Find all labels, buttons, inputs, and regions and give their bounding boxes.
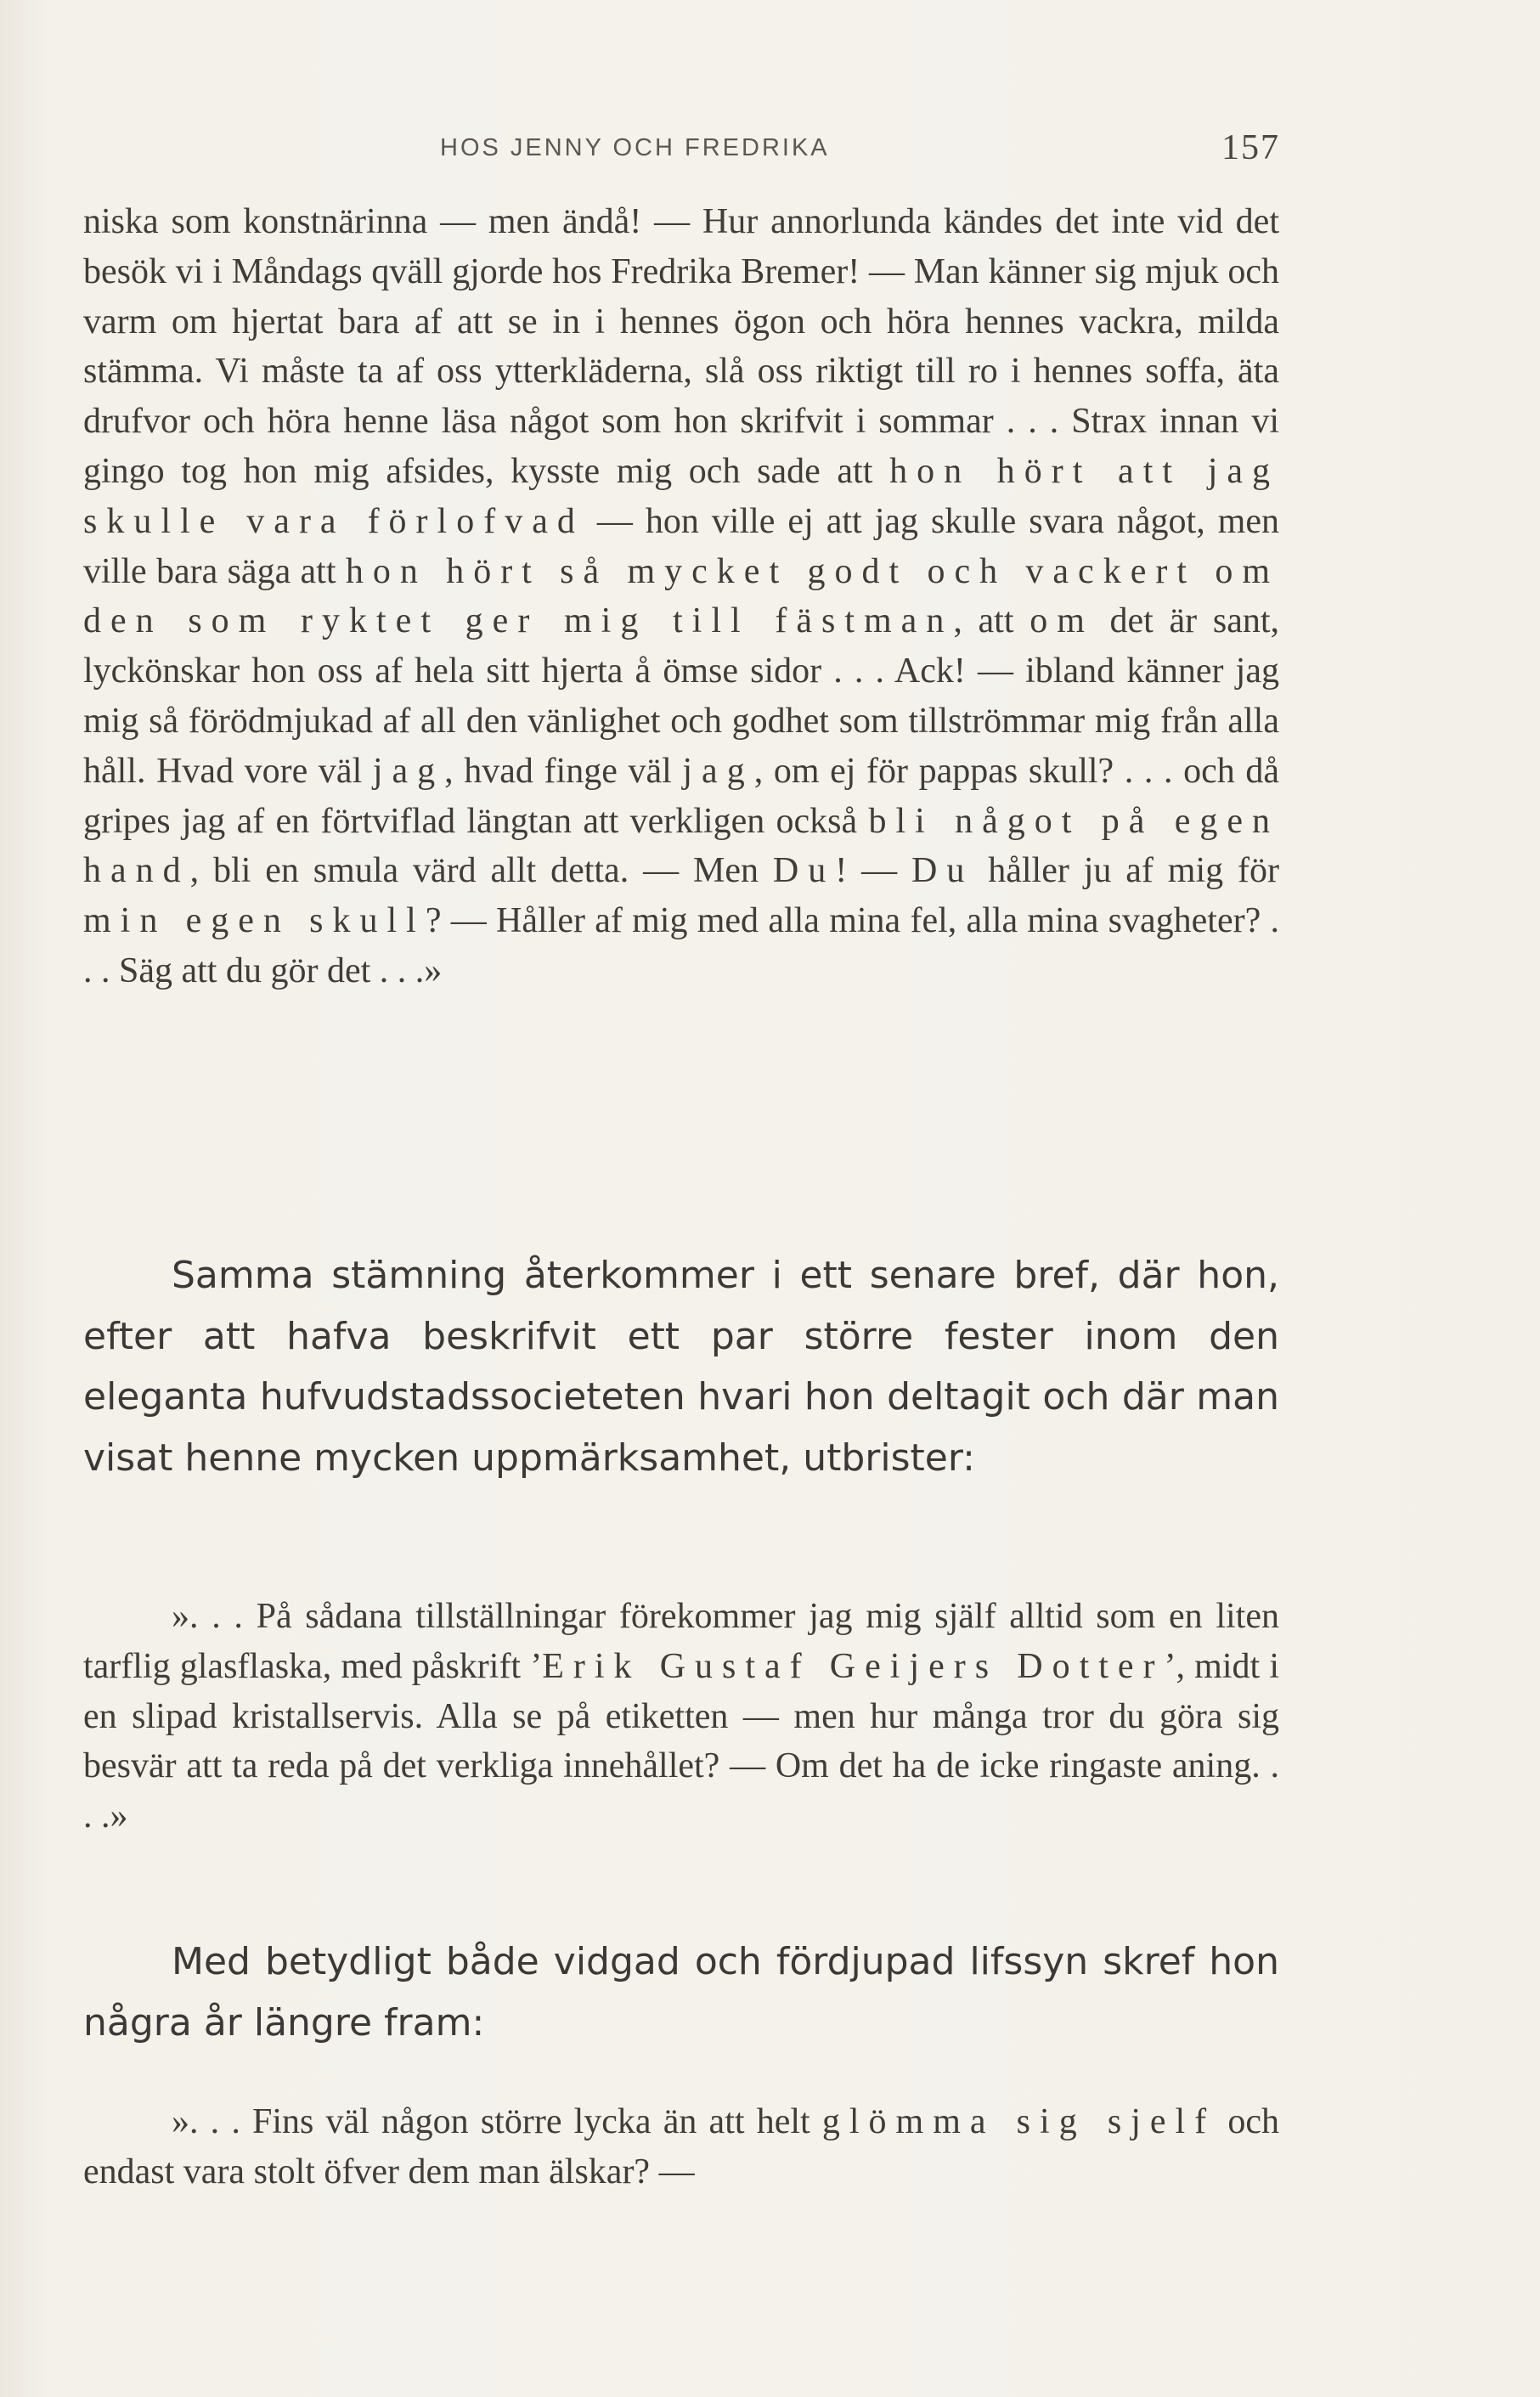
narrative-text: Med betydligt både vidgad och fördjupad lifssyn skref hon några år längre fram: (83, 1940, 1279, 2044)
running-head (83, 127, 1278, 178)
letter-excerpt-3 (83, 2097, 1279, 2197)
narrative-paragraph-2 (83, 1932, 1279, 2053)
page-number: 157 (1221, 128, 1280, 167)
spaced-emphasis: om (1029, 601, 1094, 641)
letter-paragraph: ». . . Fins väl någon större lycka än att helt glömma sig sjelf och endast vara stolt öfver dem man älskar? — (83, 2102, 1279, 2191)
spaced-emphasis: hon hört så mycket godt och vackert om den som ryktet ger mig till fästman (83, 551, 1279, 641)
letter-paragraph: niska som konstnärinna — men ändå! — Hur annorlunda kändes det inte vid det besök vi i Måndags qväll gjorde hos Fredrika Bremer! — Man känner sig mjuk och varm om hjertat bara af att se in i hennes ögon och höra hennes vackra, milda stämma. Vi måste ta af oss ytterkläderna, slå oss riktigt till ro i hennes soffa, äta drufvor och höra henne läsa något som hon skrifvit i sommar . . . Strax innan vi gingo tog hon mig afsides, kysste mig och sade att hon hört att jag skulle vara förlofvad — hon ville ej att jag skulle svara något, men ville bara säga att hon hört så mycket godt och vackert om den som ryktet ger mig till fästman, att om det är sant, lyckönskar hon oss af hela sitt hjerta å ömse sidor . . . Ack! — ibland känner jag mig så förödmjukad af all den vänlighet och godhet som tillströmmar mig från alla håll. Hvad vore väl jag, hvad finge väl jag, om ej för pappas skull? . . . och då gripes jag af en förtviflad längtan att verkligen också bli något på egen hand, bli en smula värd allt detta. — Men Du! — Du håller ju af mig för min egen skull? — Håller af mig med alla mina fel, alla mina svagheter? . . . Säg att du gör det . . .» (83, 202, 1280, 990)
spaced-emphasis: jag (372, 751, 445, 791)
letter-excerpt-1 (83, 197, 1279, 996)
narrative-text: Samma stämning återkommer i ett senare bref, där hon, efter att hafva beskrifvit ett par större fester inom den eleganta hufvudstadssocieteten hvari hon deltagit och där man visat henne mycken uppmärksamhet, utbrister: (83, 1254, 1279, 1480)
spaced-emphasis: min egen skull (83, 901, 426, 941)
running-title: HOS JENNY OCH FREDRIKA (440, 134, 830, 161)
narrative-paragraph-1 (83, 1245, 1279, 1488)
spaced-emphasis: glömma sig sjelf (821, 2102, 1216, 2141)
letter-paragraph: ». . . På sådana tillställningar förekommer jag mig själf alltid som en liten tarflig glasflaska, med påskrift ’Erik Gustaf Geijers Dotter’, midt i en slipad kristallservis. Alla se på etiketten — men hur många tror du göra sig besvär att ta reda på det verkliga innehållet? — Om det ha de icke ringaste aning. . . .» (83, 1597, 1279, 1836)
spaced-emphasis: Erik Gustaf Geijers Dotter (542, 1646, 1165, 1686)
spaced-emphasis: Du (772, 851, 836, 891)
letter-excerpt-2 (83, 1592, 1279, 1841)
spaced-emphasis: Du (911, 851, 974, 891)
spaced-emphasis: hon hört att jag skulle vara förlofvad (83, 451, 1280, 541)
spaced-emphasis: bli något på egen hand (83, 801, 1279, 891)
spaced-emphasis: jag (682, 751, 754, 791)
